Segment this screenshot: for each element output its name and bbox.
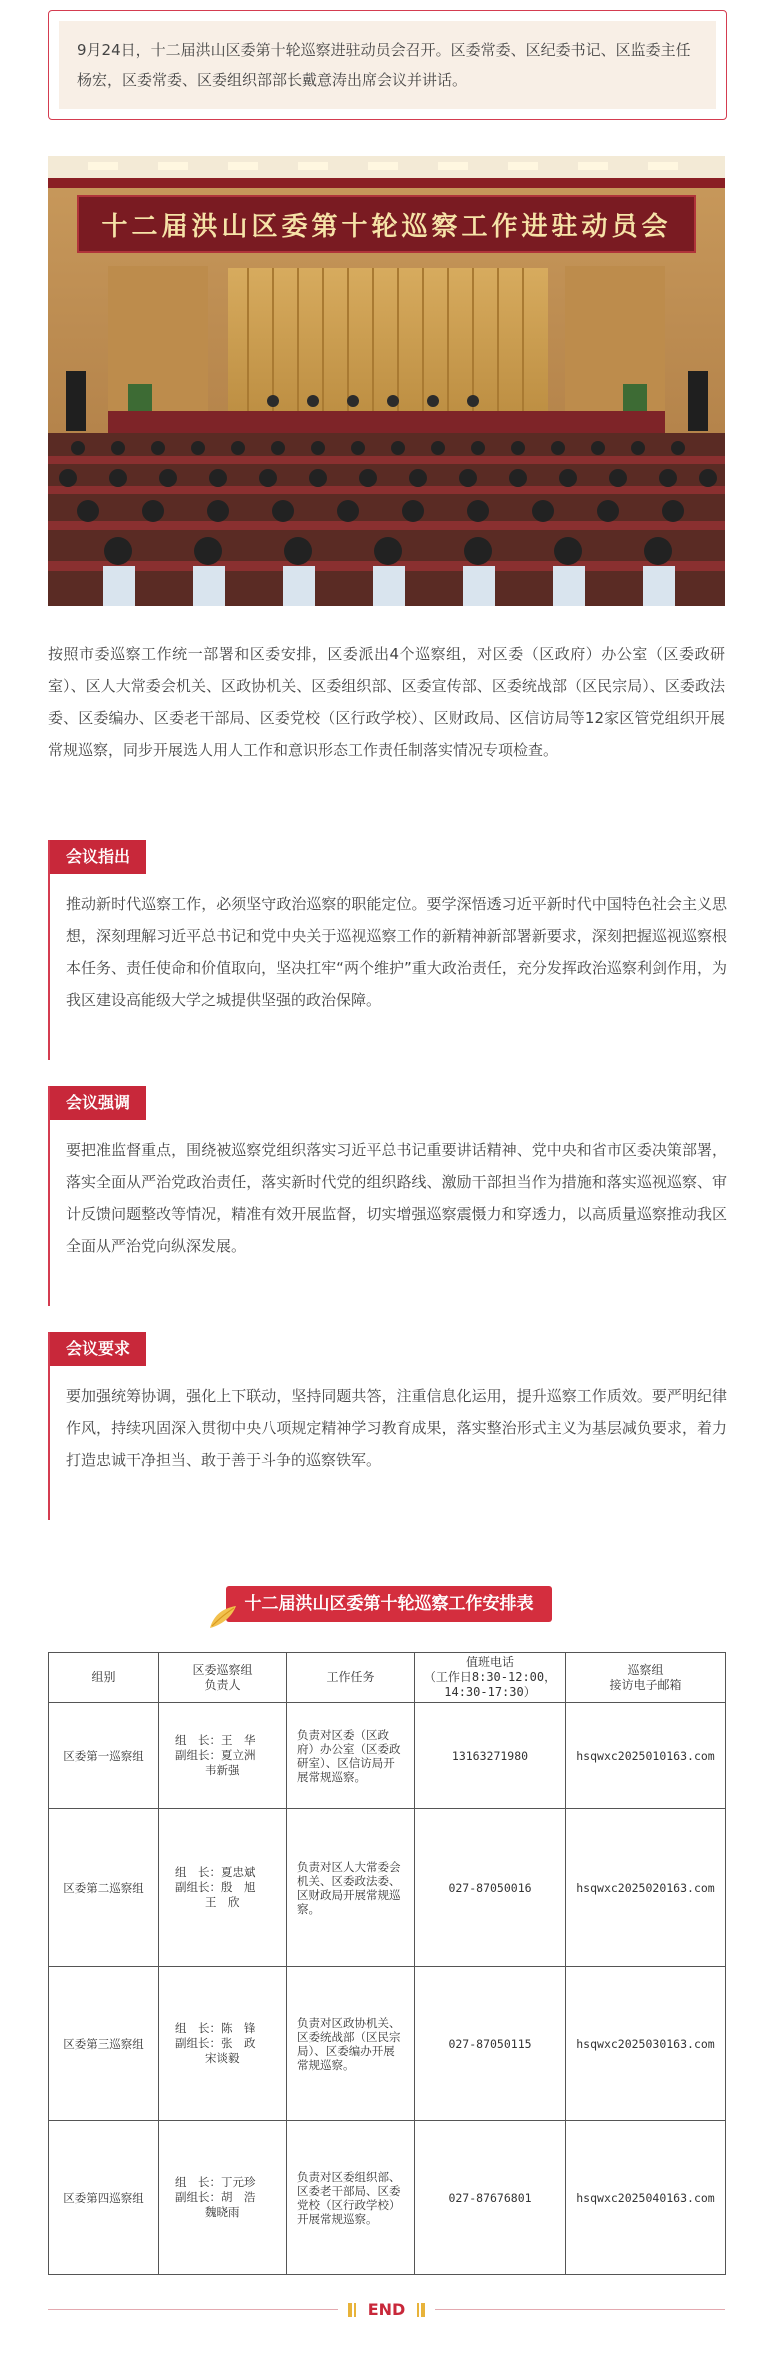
email-cell: hsqwxc2025010163.com — [566, 1703, 726, 1809]
task-cell: 负责对区委组织部、区委老干部局、区委党校（区行政学校）开展常规巡察。 — [287, 2121, 415, 2275]
leader-cell: 组 长：王 华 副组长：夏立洲 韦新强 — [159, 1703, 287, 1809]
table-title-block — [214, 1582, 564, 1628]
table-row — [49, 2121, 726, 2275]
divider-bar-left — [348, 2303, 352, 2317]
end-divider — [48, 2296, 725, 2324]
meeting-banner: 十二届洪山区委第十轮巡察工作进驻动员会 — [101, 212, 672, 242]
section-point-out — [48, 840, 727, 1060]
leader-cell: 组 长：夏忠斌 副组长：殷 旭 王 欣 — [159, 1809, 287, 1967]
header-group: 组别 — [49, 1653, 159, 1703]
group-cell: 区委第一巡察组 — [49, 1703, 159, 1809]
table-row — [49, 1967, 726, 2121]
email-cell: hsqwxc2025020163.com — [566, 1809, 726, 1967]
phone-cell: 13163271980 — [415, 1703, 566, 1809]
header-leader: 区委巡察组 负责人 — [159, 1653, 287, 1703]
divider-bar-right — [421, 2303, 425, 2317]
leader-cell: 组 长：陈 锋 副组长：张 政 宋谈毅 — [159, 1967, 287, 2121]
phone-cell: 027-87676801 — [415, 2121, 566, 2275]
email-cell: hsqwxc2025030163.com — [566, 1967, 726, 2121]
section-body: 要加强统筹协调，强化上下联动，坚持同题共答，注重信息化运用，提升巡察工作质效。要严明纪律作风，持续巩固深入贯彻中央八项规定精神学习教育成果，落实整治形式主义为基层减负要求，着力打造忠诚干净担当、敢于善于斗争的巡察铁军。 — [66, 1387, 727, 1469]
section-emphasize — [48, 1086, 727, 1306]
task-cell: 负责对区政协机关、区委统战部（区民宗局）、区委编办开展常规巡察。 — [287, 1967, 415, 2121]
divider-line-left — [48, 2309, 338, 2310]
section-tag: 会议要求 — [50, 1332, 146, 1366]
group-cell: 区委第四巡察组 — [49, 2121, 159, 2275]
section-body: 要把准监督重点，围绕被巡察党组织落实习近平总书记重要讲话精神、党中央和省市区委决策部署，落实全面从严治党政治责任，落实新时代党的组织路线、激励干部担当作为措施和落实巡视巡察、审计反馈问题整改等情况，精准有效开展监督，切实增强巡察震慑力和穿透力，以高质量巡察推动我区全面从严治党向纵深发展。 — [66, 1141, 727, 1255]
task-cell: 负责对区人大常委会机关、区委政法委、区财政局开展常规巡察。 — [287, 1809, 415, 1967]
table-header-row — [49, 1653, 726, 1703]
phone-cell: 027-87050016 — [415, 1809, 566, 1967]
table-title: 十二届洪山区委第十轮巡察工作安排表 — [226, 1586, 552, 1622]
header-phone: 值班电话 （工作日8:30-12:00， 14:30-17:30） — [415, 1653, 566, 1703]
email-cell: hsqwxc2025040163.com — [566, 2121, 726, 2275]
intro-box — [48, 10, 727, 120]
intro-text: 9月24日，十二届洪山区委第十轮巡察进驻动员会召开。区委常委、区纪委书记、区监委主任杨宏，区委常委、区委组织部部长戴意涛出席会议并讲话。 — [59, 21, 716, 109]
table-row — [49, 1703, 726, 1809]
end-label: END — [367, 2300, 406, 2319]
group-cell: 区委第二巡察组 — [49, 1809, 159, 1967]
phone-cell: 027-87050115 — [415, 1967, 566, 2121]
header-task: 工作任务 — [287, 1653, 415, 1703]
leader-cell: 组 长：丁元珍 副组长：胡 浩 魏晓雨 — [159, 2121, 287, 2275]
divider-bar-right-thin — [417, 2303, 419, 2317]
schedule-table — [48, 1652, 726, 2275]
section-tag: 会议指出 — [50, 840, 146, 874]
table-row — [49, 1809, 726, 1967]
section-tag: 会议强调 — [50, 1086, 146, 1120]
section-require — [48, 1332, 727, 1520]
group-cell: 区委第三巡察组 — [49, 1967, 159, 2121]
overview-paragraph: 按照市委巡察工作统一部署和区委安排，区委派出4个巡察组，对区委（区政府）办公室（区委政研室）、区人大常委会机关、区政协机关、区委组织部、区委宣传部、区委统战部（区民宗局）、区委政法委、区委编办、区委老干部局、区委党校（区行政学校）、区财政局、区信访局等12家区管党组织开展常规巡察，同步开展选人用人工作和意识形态工作责任制落实情况专项检查。 — [48, 645, 725, 759]
leaf-decoration-icon — [208, 1604, 238, 1630]
divider-line-right — [435, 2309, 725, 2310]
meeting-photo — [48, 156, 725, 606]
section-body: 推动新时代巡察工作，必须坚守政治巡察的职能定位。要学深悟透习近平新时代中国特色社会主义思想，深刻理解习近平总书记和党中央关于巡视巡察工作的新精神新部署新要求，深刻把握巡视巡察根本任务、责任使命和价值取向，坚决扛牢“两个维护”重大政治责任，充分发挥政治巡察利剑作用，为我区建设高能级大学之城提供坚强的政治保障。 — [66, 895, 727, 1009]
task-cell: 负责对区委（区政府）办公室（区委政研室）、区信访局开展常规巡察。 — [287, 1703, 415, 1809]
divider-bar-left-thin — [354, 2303, 356, 2317]
header-email: 巡察组 接访电子邮箱 — [566, 1653, 726, 1703]
